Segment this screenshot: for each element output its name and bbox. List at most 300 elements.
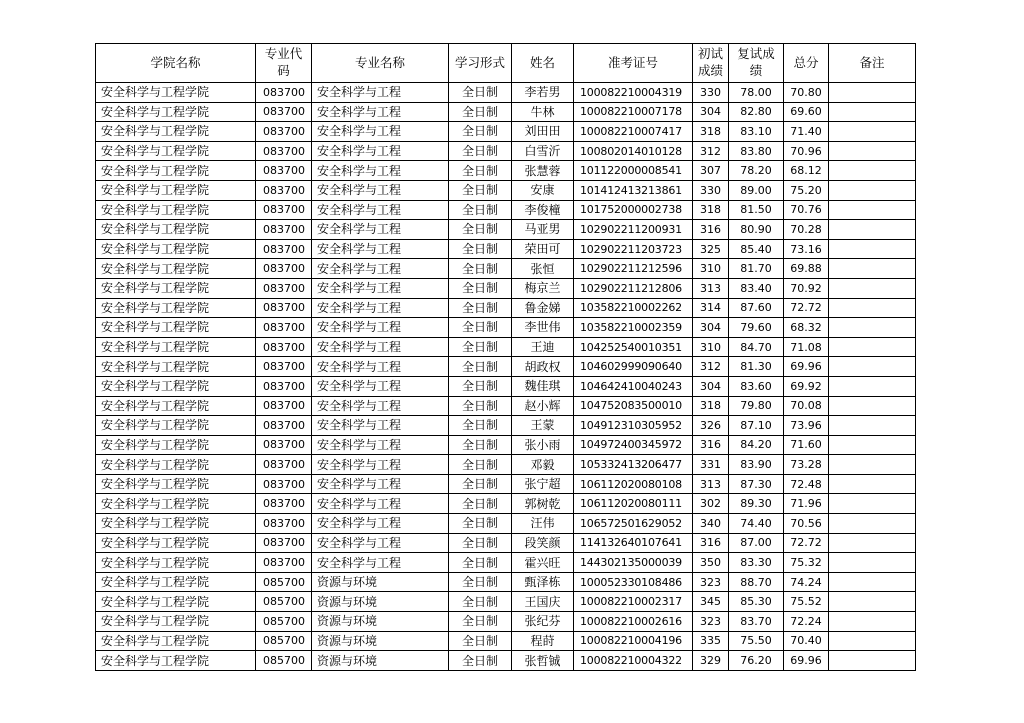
table-row xyxy=(96,572,916,592)
table-row xyxy=(96,474,916,494)
cell-initial-score: 323 xyxy=(693,572,729,592)
cell-exam-id: 101122000008541 xyxy=(574,161,693,181)
cell-retest-score: 78.20 xyxy=(729,161,784,181)
table-row xyxy=(96,259,916,279)
header-study-mode: 学习形式 xyxy=(449,44,512,83)
cell-name: 李若男 xyxy=(512,83,574,103)
cell-initial-score: 329 xyxy=(693,651,729,671)
cell-initial-score: 310 xyxy=(693,259,729,279)
cell-initial-score: 312 xyxy=(693,141,729,161)
table-row xyxy=(96,435,916,455)
cell-retest-score: 84.20 xyxy=(729,435,784,455)
cell-remarks xyxy=(829,376,916,396)
cell-name: 荣田可 xyxy=(512,239,574,259)
cell-remarks xyxy=(829,278,916,298)
cell-study-mode: 全日制 xyxy=(449,435,512,455)
cell-total: 75.20 xyxy=(784,180,829,200)
cell-total: 71.40 xyxy=(784,122,829,142)
table-row xyxy=(96,376,916,396)
table-row xyxy=(96,298,916,318)
cell-exam-id: 102902211203723 xyxy=(574,239,693,259)
cell-major-code: 083700 xyxy=(256,220,312,240)
cell-college: 安全科学与工程学院 xyxy=(96,141,256,161)
cell-major-name: 安全科学与工程 xyxy=(312,259,449,279)
cell-remarks xyxy=(829,494,916,514)
cell-exam-id: 101412413213861 xyxy=(574,180,693,200)
cell-initial-score: 318 xyxy=(693,200,729,220)
cell-remarks xyxy=(829,180,916,200)
cell-remarks xyxy=(829,514,916,534)
cell-college: 安全科学与工程学院 xyxy=(96,553,256,573)
cell-exam-id: 144302135000039 xyxy=(574,553,693,573)
cell-study-mode: 全日制 xyxy=(449,474,512,494)
cell-retest-score: 83.70 xyxy=(729,612,784,632)
cell-major-code: 083700 xyxy=(256,298,312,318)
cell-exam-id: 106112020080111 xyxy=(574,494,693,514)
cell-college: 安全科学与工程学院 xyxy=(96,572,256,592)
cell-name: 王蒙 xyxy=(512,416,574,436)
cell-college: 安全科学与工程学院 xyxy=(96,396,256,416)
cell-initial-score: 345 xyxy=(693,592,729,612)
cell-exam-id: 106112020080108 xyxy=(574,474,693,494)
table-row xyxy=(96,396,916,416)
cell-remarks xyxy=(829,651,916,671)
cell-retest-score: 79.60 xyxy=(729,318,784,338)
cell-major-code: 083700 xyxy=(256,161,312,181)
cell-study-mode: 全日制 xyxy=(449,200,512,220)
cell-name: 魏佳琪 xyxy=(512,376,574,396)
header-initial-score: 初试成绩 xyxy=(693,44,729,83)
cell-major-code: 083700 xyxy=(256,180,312,200)
cell-name: 张宁超 xyxy=(512,474,574,494)
cell-retest-score: 83.30 xyxy=(729,553,784,573)
cell-study-mode: 全日制 xyxy=(449,259,512,279)
cell-initial-score: 313 xyxy=(693,278,729,298)
cell-major-name: 安全科学与工程 xyxy=(312,278,449,298)
cell-major-name: 资源与环境 xyxy=(312,631,449,651)
cell-major-name: 安全科学与工程 xyxy=(312,416,449,436)
cell-name: 赵小辉 xyxy=(512,396,574,416)
cell-retest-score: 79.80 xyxy=(729,396,784,416)
cell-name: 张恒 xyxy=(512,259,574,279)
cell-study-mode: 全日制 xyxy=(449,494,512,514)
cell-college: 安全科学与工程学院 xyxy=(96,200,256,220)
cell-initial-score: 307 xyxy=(693,161,729,181)
cell-retest-score: 89.30 xyxy=(729,494,784,514)
cell-total: 73.96 xyxy=(784,416,829,436)
cell-total: 75.32 xyxy=(784,553,829,573)
cell-college: 安全科学与工程学院 xyxy=(96,161,256,181)
cell-total: 75.52 xyxy=(784,592,829,612)
cell-exam-id: 105332413206477 xyxy=(574,455,693,475)
admission-results-table xyxy=(95,43,916,671)
cell-retest-score: 85.40 xyxy=(729,239,784,259)
cell-college: 安全科学与工程学院 xyxy=(96,337,256,357)
table-row xyxy=(96,318,916,338)
table-row xyxy=(96,180,916,200)
cell-remarks xyxy=(829,318,916,338)
cell-remarks xyxy=(829,220,916,240)
cell-exam-id: 100802014010128 xyxy=(574,141,693,161)
cell-initial-score: 302 xyxy=(693,494,729,514)
table-row xyxy=(96,416,916,436)
cell-college: 安全科学与工程学院 xyxy=(96,592,256,612)
cell-major-code: 085700 xyxy=(256,651,312,671)
header-major-name: 专业名称 xyxy=(312,44,449,83)
cell-major-code: 085700 xyxy=(256,612,312,632)
cell-initial-score: 330 xyxy=(693,180,729,200)
cell-remarks xyxy=(829,553,916,573)
cell-major-name: 安全科学与工程 xyxy=(312,533,449,553)
cell-exam-id: 100082210004319 xyxy=(574,83,693,103)
cell-retest-score: 87.60 xyxy=(729,298,784,318)
cell-major-name: 安全科学与工程 xyxy=(312,494,449,514)
cell-major-name: 安全科学与工程 xyxy=(312,161,449,181)
cell-initial-score: 316 xyxy=(693,220,729,240)
cell-study-mode: 全日制 xyxy=(449,416,512,436)
cell-college: 安全科学与工程学院 xyxy=(96,220,256,240)
cell-remarks xyxy=(829,435,916,455)
table-row xyxy=(96,161,916,181)
cell-name: 李俊橦 xyxy=(512,200,574,220)
cell-total: 73.16 xyxy=(784,239,829,259)
cell-retest-score: 83.60 xyxy=(729,376,784,396)
cell-college: 安全科学与工程学院 xyxy=(96,514,256,534)
cell-exam-id: 102902211212596 xyxy=(574,259,693,279)
cell-college: 安全科学与工程学院 xyxy=(96,318,256,338)
cell-major-code: 083700 xyxy=(256,396,312,416)
cell-retest-score: 74.40 xyxy=(729,514,784,534)
cell-major-code: 083700 xyxy=(256,357,312,377)
cell-major-code: 083700 xyxy=(256,239,312,259)
cell-name: 王国庆 xyxy=(512,592,574,612)
cell-remarks xyxy=(829,102,916,122)
cell-study-mode: 全日制 xyxy=(449,298,512,318)
cell-remarks xyxy=(829,474,916,494)
cell-study-mode: 全日制 xyxy=(449,337,512,357)
cell-total: 70.56 xyxy=(784,514,829,534)
table-body xyxy=(96,83,916,671)
cell-major-name: 安全科学与工程 xyxy=(312,122,449,142)
cell-major-code: 083700 xyxy=(256,83,312,103)
cell-retest-score: 87.10 xyxy=(729,416,784,436)
cell-name: 鲁金娣 xyxy=(512,298,574,318)
cell-name: 霍兴旺 xyxy=(512,553,574,573)
cell-total: 72.72 xyxy=(784,298,829,318)
cell-major-name: 安全科学与工程 xyxy=(312,220,449,240)
cell-retest-score: 83.40 xyxy=(729,278,784,298)
cell-study-mode: 全日制 xyxy=(449,612,512,632)
cell-major-name: 安全科学与工程 xyxy=(312,83,449,103)
cell-remarks xyxy=(829,592,916,612)
cell-total: 72.48 xyxy=(784,474,829,494)
cell-major-code: 083700 xyxy=(256,533,312,553)
cell-name: 马亚男 xyxy=(512,220,574,240)
cell-major-name: 安全科学与工程 xyxy=(312,474,449,494)
table-row xyxy=(96,631,916,651)
cell-remarks xyxy=(829,416,916,436)
cell-initial-score: 331 xyxy=(693,455,729,475)
cell-total: 73.28 xyxy=(784,455,829,475)
cell-initial-score: 312 xyxy=(693,357,729,377)
cell-college: 安全科学与工程学院 xyxy=(96,259,256,279)
cell-retest-score: 80.90 xyxy=(729,220,784,240)
cell-college: 安全科学与工程学院 xyxy=(96,651,256,671)
cell-major-name: 安全科学与工程 xyxy=(312,102,449,122)
cell-major-code: 083700 xyxy=(256,200,312,220)
cell-name: 汪伟 xyxy=(512,514,574,534)
cell-initial-score: 340 xyxy=(693,514,729,534)
cell-major-code: 083700 xyxy=(256,376,312,396)
cell-major-code: 085700 xyxy=(256,592,312,612)
cell-study-mode: 全日制 xyxy=(449,376,512,396)
table-row xyxy=(96,494,916,514)
cell-college: 安全科学与工程学院 xyxy=(96,494,256,514)
cell-total: 74.24 xyxy=(784,572,829,592)
cell-exam-id: 104602999090640 xyxy=(574,357,693,377)
cell-retest-score: 83.10 xyxy=(729,122,784,142)
cell-major-code: 083700 xyxy=(256,337,312,357)
cell-exam-id: 103582210002262 xyxy=(574,298,693,318)
cell-college: 安全科学与工程学院 xyxy=(96,416,256,436)
cell-initial-score: 318 xyxy=(693,396,729,416)
cell-study-mode: 全日制 xyxy=(449,533,512,553)
cell-college: 安全科学与工程学院 xyxy=(96,612,256,632)
table-row xyxy=(96,612,916,632)
cell-major-code: 083700 xyxy=(256,553,312,573)
cell-remarks xyxy=(829,239,916,259)
cell-total: 68.12 xyxy=(784,161,829,181)
cell-study-mode: 全日制 xyxy=(449,514,512,534)
table-row xyxy=(96,122,916,142)
cell-name: 邓毅 xyxy=(512,455,574,475)
cell-study-mode: 全日制 xyxy=(449,141,512,161)
cell-name: 张哲铖 xyxy=(512,651,574,671)
header-exam-id: 准考证号 xyxy=(574,44,693,83)
table-row xyxy=(96,553,916,573)
cell-college: 安全科学与工程学院 xyxy=(96,474,256,494)
cell-remarks xyxy=(829,259,916,279)
cell-remarks xyxy=(829,631,916,651)
cell-exam-id: 104912310305952 xyxy=(574,416,693,436)
cell-major-name: 安全科学与工程 xyxy=(312,514,449,534)
cell-retest-score: 82.80 xyxy=(729,102,784,122)
cell-study-mode: 全日制 xyxy=(449,318,512,338)
cell-name: 王迪 xyxy=(512,337,574,357)
cell-retest-score: 84.70 xyxy=(729,337,784,357)
cell-name: 胡政权 xyxy=(512,357,574,377)
cell-retest-score: 81.70 xyxy=(729,259,784,279)
cell-major-code: 083700 xyxy=(256,122,312,142)
cell-total: 70.08 xyxy=(784,396,829,416)
cell-total: 70.76 xyxy=(784,200,829,220)
cell-exam-id: 114132640107641 xyxy=(574,533,693,553)
header-name: 姓名 xyxy=(512,44,574,83)
cell-name: 李世伟 xyxy=(512,318,574,338)
cell-exam-id: 100082210007178 xyxy=(574,102,693,122)
cell-remarks xyxy=(829,83,916,103)
cell-remarks xyxy=(829,357,916,377)
cell-total: 72.72 xyxy=(784,533,829,553)
cell-remarks xyxy=(829,455,916,475)
cell-retest-score: 83.80 xyxy=(729,141,784,161)
cell-total: 70.28 xyxy=(784,220,829,240)
cell-name: 张慧蓉 xyxy=(512,161,574,181)
cell-college: 安全科学与工程学院 xyxy=(96,455,256,475)
cell-major-code: 083700 xyxy=(256,318,312,338)
cell-total: 69.96 xyxy=(784,357,829,377)
cell-retest-score: 88.70 xyxy=(729,572,784,592)
table-row xyxy=(96,239,916,259)
cell-major-code: 083700 xyxy=(256,278,312,298)
cell-major-code: 085700 xyxy=(256,631,312,651)
cell-retest-score: 78.00 xyxy=(729,83,784,103)
cell-major-name: 安全科学与工程 xyxy=(312,298,449,318)
cell-exam-id: 100082210002317 xyxy=(574,592,693,612)
cell-remarks xyxy=(829,122,916,142)
cell-major-name: 安全科学与工程 xyxy=(312,357,449,377)
table-row xyxy=(96,220,916,240)
cell-major-code: 083700 xyxy=(256,259,312,279)
cell-exam-id: 104752083500010 xyxy=(574,396,693,416)
cell-college: 安全科学与工程学院 xyxy=(96,180,256,200)
cell-retest-score: 89.00 xyxy=(729,180,784,200)
cell-college: 安全科学与工程学院 xyxy=(96,435,256,455)
cell-study-mode: 全日制 xyxy=(449,396,512,416)
cell-name: 梅京兰 xyxy=(512,278,574,298)
cell-name: 刘田田 xyxy=(512,122,574,142)
table-row xyxy=(96,455,916,475)
table-row xyxy=(96,141,916,161)
cell-study-mode: 全日制 xyxy=(449,278,512,298)
cell-initial-score: 323 xyxy=(693,612,729,632)
cell-college: 安全科学与工程学院 xyxy=(96,631,256,651)
header-total: 总分 xyxy=(784,44,829,83)
cell-exam-id: 106572501629052 xyxy=(574,514,693,534)
cell-initial-score: 335 xyxy=(693,631,729,651)
cell-major-name: 资源与环境 xyxy=(312,572,449,592)
cell-remarks xyxy=(829,337,916,357)
table-row xyxy=(96,514,916,534)
cell-study-mode: 全日制 xyxy=(449,357,512,377)
table-row xyxy=(96,200,916,220)
cell-total: 68.32 xyxy=(784,318,829,338)
table-row xyxy=(96,533,916,553)
cell-major-name: 安全科学与工程 xyxy=(312,180,449,200)
cell-major-name: 资源与环境 xyxy=(312,651,449,671)
cell-remarks xyxy=(829,200,916,220)
cell-name: 段笑颜 xyxy=(512,533,574,553)
cell-study-mode: 全日制 xyxy=(449,631,512,651)
cell-college: 安全科学与工程学院 xyxy=(96,357,256,377)
cell-major-name: 安全科学与工程 xyxy=(312,200,449,220)
cell-exam-id: 102902211200931 xyxy=(574,220,693,240)
cell-major-code: 083700 xyxy=(256,474,312,494)
cell-exam-id: 104972400345972 xyxy=(574,435,693,455)
cell-total: 71.96 xyxy=(784,494,829,514)
cell-retest-score: 87.00 xyxy=(729,533,784,553)
cell-major-code: 083700 xyxy=(256,416,312,436)
cell-initial-score: 316 xyxy=(693,533,729,553)
cell-college: 安全科学与工程学院 xyxy=(96,376,256,396)
cell-remarks xyxy=(829,396,916,416)
cell-total: 71.60 xyxy=(784,435,829,455)
cell-study-mode: 全日制 xyxy=(449,83,512,103)
cell-major-name: 安全科学与工程 xyxy=(312,376,449,396)
cell-major-name: 安全科学与工程 xyxy=(312,455,449,475)
cell-initial-score: 313 xyxy=(693,474,729,494)
cell-major-name: 安全科学与工程 xyxy=(312,337,449,357)
cell-college: 安全科学与工程学院 xyxy=(96,278,256,298)
table-row xyxy=(96,102,916,122)
cell-name: 张纪芬 xyxy=(512,612,574,632)
cell-college: 安全科学与工程学院 xyxy=(96,533,256,553)
cell-total: 69.60 xyxy=(784,102,829,122)
cell-retest-score: 76.20 xyxy=(729,651,784,671)
cell-study-mode: 全日制 xyxy=(449,592,512,612)
cell-name: 安康 xyxy=(512,180,574,200)
cell-initial-score: 330 xyxy=(693,83,729,103)
cell-retest-score: 83.90 xyxy=(729,455,784,475)
cell-exam-id: 103582210002359 xyxy=(574,318,693,338)
cell-major-name: 安全科学与工程 xyxy=(312,435,449,455)
cell-name: 甄泽栋 xyxy=(512,572,574,592)
header-retest-score: 复试成绩 xyxy=(729,44,784,83)
cell-college: 安全科学与工程学院 xyxy=(96,83,256,103)
cell-exam-id: 100082210007417 xyxy=(574,122,693,142)
cell-initial-score: 326 xyxy=(693,416,729,436)
cell-major-code: 083700 xyxy=(256,435,312,455)
cell-total: 70.40 xyxy=(784,631,829,651)
cell-major-name: 安全科学与工程 xyxy=(312,318,449,338)
cell-initial-score: 304 xyxy=(693,376,729,396)
cell-major-code: 083700 xyxy=(256,102,312,122)
table-row xyxy=(96,278,916,298)
cell-initial-score: 314 xyxy=(693,298,729,318)
cell-remarks xyxy=(829,298,916,318)
cell-major-name: 安全科学与工程 xyxy=(312,396,449,416)
cell-major-name: 资源与环境 xyxy=(312,612,449,632)
cell-study-mode: 全日制 xyxy=(449,102,512,122)
cell-total: 71.08 xyxy=(784,337,829,357)
cell-study-mode: 全日制 xyxy=(449,161,512,181)
cell-college: 安全科学与工程学院 xyxy=(96,298,256,318)
cell-retest-score: 75.50 xyxy=(729,631,784,651)
cell-study-mode: 全日制 xyxy=(449,122,512,142)
cell-major-code: 085700 xyxy=(256,572,312,592)
cell-study-mode: 全日制 xyxy=(449,553,512,573)
cell-major-code: 083700 xyxy=(256,494,312,514)
cell-study-mode: 全日制 xyxy=(449,572,512,592)
cell-initial-score: 325 xyxy=(693,239,729,259)
cell-exam-id: 100082210004322 xyxy=(574,651,693,671)
cell-initial-score: 350 xyxy=(693,553,729,573)
cell-total: 72.24 xyxy=(784,612,829,632)
cell-remarks xyxy=(829,612,916,632)
cell-college: 安全科学与工程学院 xyxy=(96,239,256,259)
cell-initial-score: 304 xyxy=(693,102,729,122)
cell-major-name: 安全科学与工程 xyxy=(312,553,449,573)
cell-major-code: 083700 xyxy=(256,514,312,534)
cell-study-mode: 全日制 xyxy=(449,239,512,259)
cell-remarks xyxy=(829,141,916,161)
cell-total: 70.80 xyxy=(784,83,829,103)
cell-total: 70.96 xyxy=(784,141,829,161)
header-college: 学院名称 xyxy=(96,44,256,83)
cell-study-mode: 全日制 xyxy=(449,651,512,671)
cell-total: 70.92 xyxy=(784,278,829,298)
table-row xyxy=(96,357,916,377)
